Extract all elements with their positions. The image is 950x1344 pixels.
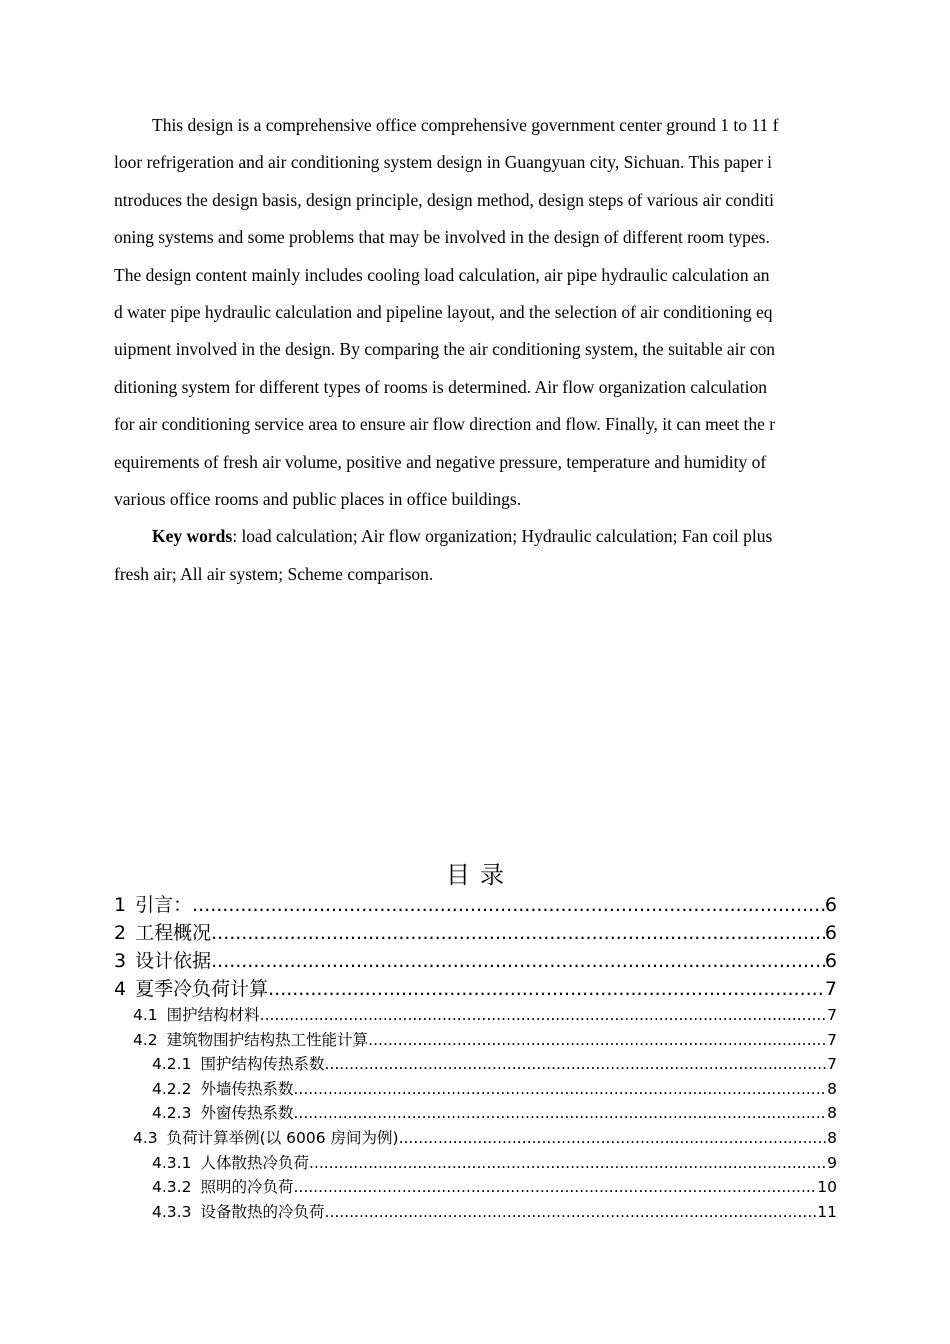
toc-dot-leader	[211, 947, 825, 975]
toc-entry[interactable]	[114, 947, 837, 975]
toc-dot-leader	[399, 1126, 828, 1151]
toc-dot-leader	[293, 1077, 827, 1102]
toc-entry-title: 围护结构传热系数	[200, 1055, 325, 1074]
toc-entry-number: 4.1	[133, 1006, 158, 1024]
toc-entry[interactable]	[114, 1200, 837, 1225]
toc-entry-title: 人体散热冷负荷	[200, 1153, 309, 1172]
toc-entry-number: 4.3.2	[152, 1178, 192, 1197]
abstract-line: ntroduces the design basis, design principle, design method, design steps of various air conditi	[114, 189, 775, 210]
toc-entry[interactable]	[114, 1151, 837, 1176]
toc-entry[interactable]	[114, 1101, 837, 1126]
toc-entry-number: 4	[114, 978, 127, 1000]
abstract-line: equirements of fresh air volume, positive and negative pressure, temperature and humidity of	[114, 451, 767, 472]
toc-entry-title: 外窗传热系数	[200, 1104, 294, 1123]
toc-entry-number: 2	[114, 922, 127, 944]
toc-entry-number: 4.2.3	[152, 1104, 192, 1123]
toc-title: 目录	[446, 861, 514, 889]
toc-entry-page: 10	[817, 1178, 837, 1197]
abstract-line: for air conditioning service area to ensure air flow direction and flow. Finally, it can meet the r	[114, 414, 776, 435]
toc-entry-page: 8	[827, 1104, 837, 1123]
toc-dot-leader	[268, 975, 825, 1003]
toc-entry-page: 8	[827, 1079, 837, 1098]
toc-entry-title: 工程概况	[135, 922, 212, 944]
toc-entry-title: 引言：	[135, 894, 193, 916]
toc-entry-title: 外墙传热系数	[200, 1079, 294, 1098]
toc-entry-title: 建筑物围护结构热工性能计算	[166, 1030, 369, 1049]
toc-dot-leader	[260, 1003, 827, 1028]
table-of-contents	[114, 891, 837, 1224]
abstract-line: ditioning system for different types of rooms is determined. Air flow organization calculation	[114, 376, 768, 397]
abstract-line: d water pipe hydraulic calculation and pipeline layout, and the selection of air conditioning eq	[114, 301, 773, 322]
toc-dot-leader	[324, 1052, 827, 1077]
abstract-line: uipment involved in the design. By comparing the air conditioning system, the suitable air con	[114, 339, 775, 360]
toc-entry-number: 4.2.2	[152, 1079, 192, 1098]
toc-entry-page: 7	[827, 1055, 837, 1074]
toc-entry-page: 8	[827, 1128, 837, 1147]
toc-entry[interactable]	[114, 975, 837, 1003]
abstract-line: various office rooms and public places in office buildings.	[114, 488, 522, 509]
toc-entry-page: 7	[827, 1006, 837, 1024]
toc-dot-leader	[211, 919, 825, 947]
toc-entry-page: 6	[824, 922, 837, 944]
toc-entry-page: 6	[824, 950, 837, 972]
keywords-text: : load calculation; Air flow organization; Hydraulic calculation; Fan coil plus	[232, 526, 773, 547]
keywords-line	[114, 518, 836, 555]
abstract-section	[114, 107, 836, 593]
abstract-line: loor refrigeration and air conditioning system design in Guangyuan city, Sichuan. This paper i	[114, 152, 773, 173]
toc-entry-page: 6	[824, 894, 837, 916]
toc-entry-page: 7	[824, 978, 837, 1000]
toc-entry[interactable]	[114, 1126, 837, 1151]
toc-entry-page: 7	[827, 1030, 837, 1049]
toc-entry-number: 4.2	[133, 1030, 158, 1049]
toc-entry[interactable]	[114, 1052, 837, 1077]
keywords-label: Key words	[152, 526, 233, 547]
toc-entry-title: 设计依据	[135, 950, 212, 972]
toc-entry-number: 4.2.1	[152, 1055, 192, 1074]
toc-dot-leader	[368, 1028, 827, 1053]
toc-entry-page: 9	[827, 1153, 837, 1172]
toc-entry[interactable]	[114, 1077, 837, 1102]
toc-entry-title: 围护结构材料	[166, 1006, 260, 1024]
toc-entry-number: 4.3.3	[152, 1202, 192, 1221]
abstract-line: The design content mainly includes cooling load calculation, air pipe hydraulic calculation an	[114, 264, 770, 285]
toc-entry-title: 照明的冷负荷	[200, 1178, 294, 1197]
toc-entry-title: 设备散热的冷负荷	[200, 1202, 325, 1221]
toc-entry-title: 负荷计算举例(以 6006 房间为例)	[166, 1128, 399, 1147]
toc-entry[interactable]	[114, 1003, 837, 1028]
abstract-line: oning systems and some problems that may be involved in the design of different room types.	[114, 227, 770, 248]
toc-entry-number: 4.3	[133, 1128, 158, 1147]
toc-entry[interactable]	[114, 1175, 837, 1200]
toc-dot-leader	[192, 891, 825, 919]
toc-entry-number: 1	[114, 894, 127, 916]
toc-entry-page: 11	[817, 1202, 837, 1221]
keywords-line-continued: fresh air; All air system; Scheme comparison.	[114, 563, 434, 584]
toc-entry-number: 4.3.1	[152, 1153, 192, 1172]
toc-dot-leader	[324, 1200, 817, 1225]
toc-entry-number: 3	[114, 950, 127, 972]
toc-dot-leader	[293, 1101, 827, 1126]
toc-dot-leader	[309, 1151, 827, 1176]
toc-dot-leader	[293, 1175, 817, 1200]
toc-entry[interactable]	[114, 1028, 837, 1053]
abstract-line: This design is a comprehensive office comprehensive government center ground 1 to 11 f	[152, 115, 779, 135]
toc-entry[interactable]	[114, 919, 837, 947]
toc-entry[interactable]	[114, 891, 837, 919]
toc-entry-title: 夏季冷负荷计算	[135, 978, 269, 1000]
